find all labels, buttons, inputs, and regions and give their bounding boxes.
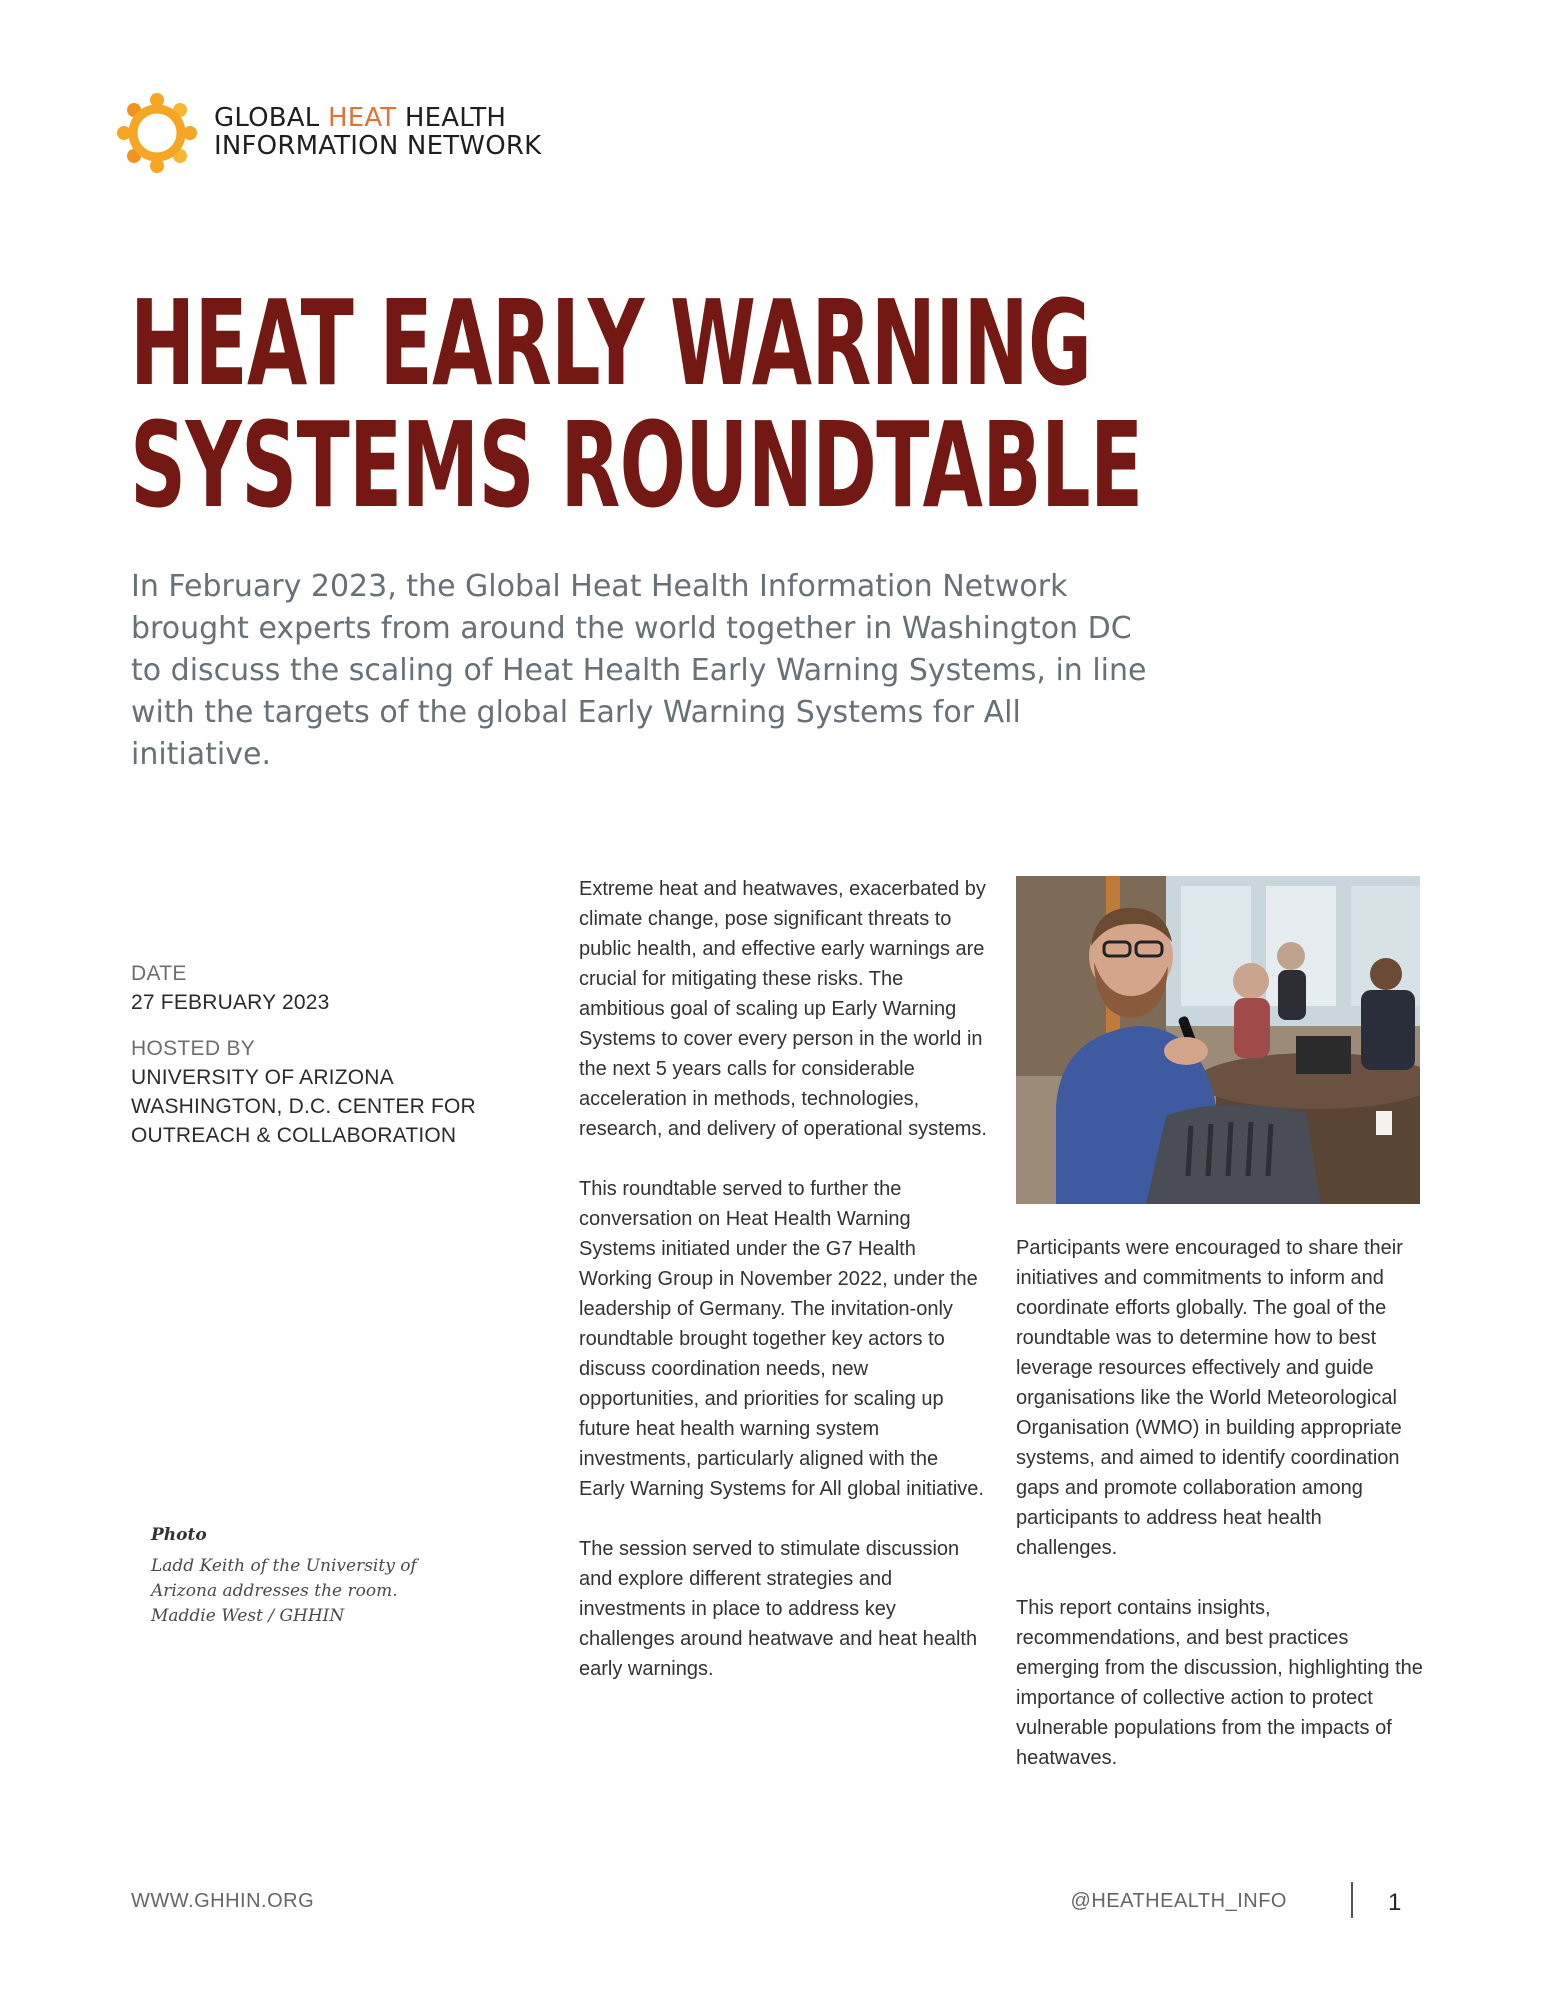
host-label: HOSTED BY [131,1037,256,1060]
page-title [130,274,1143,534]
host-block [131,1035,531,1150]
host-line: OUTREACH & COLLABORATION [131,1124,457,1147]
logo-wordmark [214,104,541,160]
date-label: DATE [131,962,187,985]
footer-divider [1351,1882,1353,1918]
logo-word-heat: HEAT [327,103,397,133]
body-column-right [1016,1233,1428,1803]
logo-word-global: GLOBAL [214,103,328,133]
footer-social-handle[interactable]: @HEATHEALTH_INFO [1070,1890,1287,1912]
roundtable-photo [1016,876,1420,1204]
page-number: 1 [1388,1889,1402,1916]
caption-line: Maddie West / GHHIN [151,1606,345,1626]
caption-title: Photo [151,1525,207,1545]
caption-line: Arizona addresses the room. [151,1581,398,1601]
body-paragraph: The session served to stimulate discussion and explore different strategies and investments in place to address key challenges around heatwave and heat health early warnings. [579,1538,978,1680]
photo-illustration [1016,876,1420,1204]
body-paragraph: This report contains insights, recommendations, and best practices emerging from the discussion, highlighting the importance of collective action to protect vulnerable populations from the impacts of heatwaves. [1016,1597,1423,1769]
host-line: UNIVERSITY OF ARIZONA [131,1066,394,1089]
body-paragraph: Extreme heat and heatwaves, exacerbated by climate change, pose significant threats to public health, and effective early warnings are crucial for mitigating these risks. The ambitious goal of scaling up Early Warning Systems to cover every person in the world in the next 5 years calls for considerable acceleration in methods, technologies, research, and delivery of operational systems. [579,878,987,1140]
host-line: WASHINGTON, D.C. CENTER FOR [131,1095,476,1118]
sun-people-ring-icon [112,88,202,178]
date-block [131,960,531,1017]
body-paragraph: Participants were encouraged to share their initiatives and commitments to inform and coordinate efforts globally. The goal of the roundtable was to determine how to best leverage resources effectively and guide organisations like the World Meteorological Organisation (WMO) in building appropriate systems, and aimed to identify coordination gaps and promote collaboration among participants to address heat health challenges. [1016,1237,1403,1559]
intro-paragraph: In February 2023, the Global Heat Health Information Network brought experts from around the world together in Washington DC to discuss the scaling of Heat Health Early Warning Systems, in line with the targets of the global Early Warning Systems for All initiative. [131,569,1147,772]
event-meta [131,960,531,1150]
ghhin-logo [112,88,572,180]
logo-word-health: HEALTH [396,103,507,133]
footer-website[interactable]: WWW.GHHIN.ORG [131,1890,315,1912]
body-paragraph: This roundtable served to further the conversation on Heat Health Warning Systems initiated under the G7 Health Working Group in November 2022, under the leadership of Germany. The invitation-only roundtable brought together key actors to discuss coordination needs, new opportunities, and priorities for scaling up future heat health warning system investments, particularly aligned with the Early Warning Systems for All global initiative. [579,1178,984,1500]
title-line-2: SYSTEMS ROUNDTABLE [130,396,1143,534]
body-column-middle [579,874,989,1714]
date-value: 27 FEBRUARY 2023 [131,991,330,1014]
photo-caption [151,1522,451,1629]
caption-line: Ladd Keith of the University of [151,1556,417,1576]
logo-line-2: INFORMATION NETWORK [214,131,542,161]
title-line-1: HEAT EARLY WARNING [130,274,1092,412]
